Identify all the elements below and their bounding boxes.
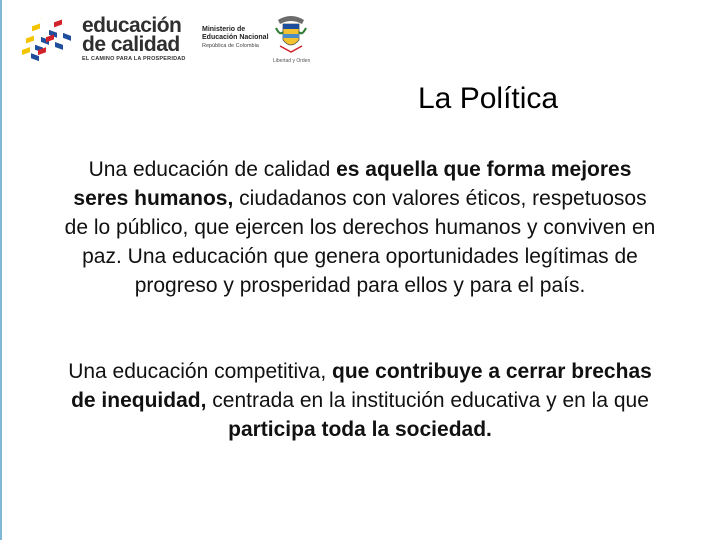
p2-bold-1: que contribuye a cerrar brechas de inequidad,	[71, 360, 652, 412]
coat-of-arms-icon	[274, 14, 308, 58]
brand-line-1: educación	[82, 14, 182, 37]
p1-text-2: ciudadanos con valores éticos, respetuosos de lo público, que ejercen los derechos humanos y conviven en paz. Una educación que genera oportunidades legítimas de progreso y prosperidad para ellos y para el país.	[64, 187, 656, 297]
ministry-line-2: Educación Nacional	[202, 34, 269, 41]
ministry-line-3: República de Colombia	[202, 43, 259, 49]
p1-text-1: Una educación de calidad	[88, 158, 337, 181]
p2-text-1: Una educación competitiva,	[68, 360, 332, 383]
brand-line-2: de calidad	[82, 33, 180, 56]
brand-wordmark	[82, 16, 186, 62]
slide-title: La Política	[418, 82, 559, 115]
brand-tagline: EL CAMINO PARA LA PROSPERIDAD	[82, 56, 186, 62]
crest-motto: Libertad y Orden	[273, 58, 311, 64]
slide-header	[22, 14, 342, 66]
education-logo-icon	[22, 18, 78, 66]
slide-edge-line	[0, 0, 2, 540]
p1-bold-1: es aquella que forma mejores seres humanos,	[73, 158, 632, 210]
p2-bold-2: participa toda la sociedad.	[228, 418, 492, 441]
paragraph-2	[60, 357, 660, 444]
paragraph-1	[60, 155, 660, 300]
ministry-line-1: Ministerio de	[202, 26, 246, 33]
p2-text-2: centrada en la institución educativa y en la que	[206, 389, 649, 412]
ministry-wordmark	[202, 26, 269, 50]
